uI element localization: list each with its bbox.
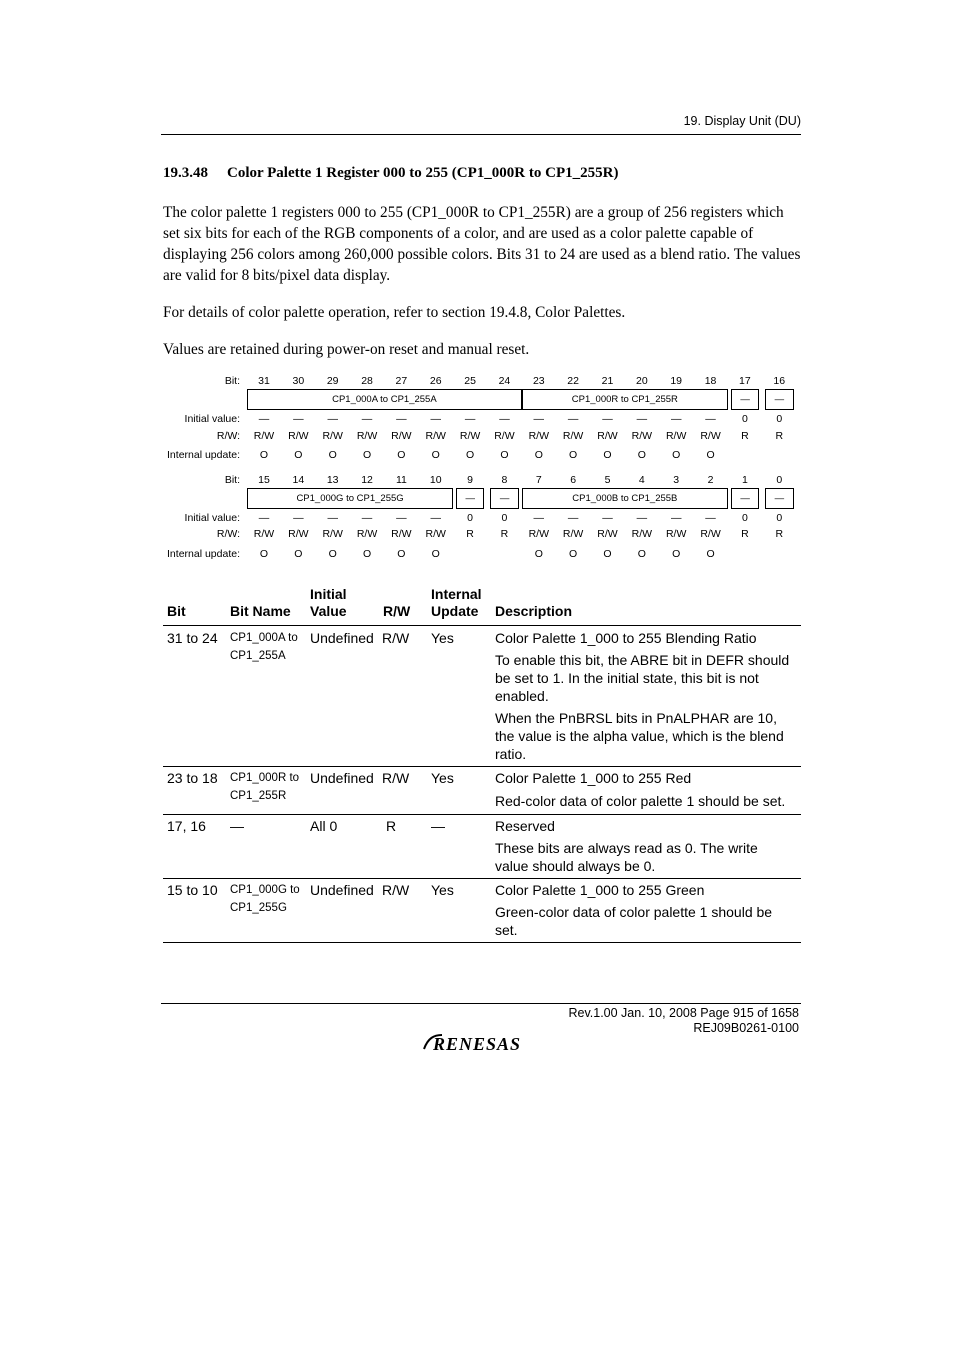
initial-value: — [361, 512, 373, 524]
col-header-rw: R/W [383, 603, 411, 619]
bit-number: 26 [429, 375, 442, 387]
bit-number: 18 [704, 375, 717, 387]
row-desc-title: Color Palette 1_000 to 255 Green [495, 882, 705, 898]
rw-value: R [466, 528, 474, 540]
bit-number: 29 [326, 375, 339, 387]
row-bit-name-1: CP1_000G to [230, 884, 300, 896]
initial-value: — [361, 413, 373, 425]
bit-number: 10 [429, 474, 442, 486]
row-desc-text: Red-color data of color palette 1 should be set. [495, 793, 786, 809]
bit-number: 31 [258, 375, 270, 387]
bit-number: 3 [673, 474, 680, 486]
row-desc-title: Reserved [495, 818, 555, 834]
row-desc-text: To enable this bit, the ABRE bit in DEFR should be set to 1. In the initial state, this bit is not enabled. [495, 652, 790, 704]
initial-value: 0 [776, 413, 783, 425]
initial-value: 0 [467, 512, 474, 524]
bit-number: 12 [361, 474, 373, 486]
bit-number: 20 [636, 375, 648, 387]
row-update: Yes [431, 770, 454, 786]
rw-value: R/W [665, 528, 687, 540]
rw-value: R/W [562, 430, 584, 442]
rw-label: R/W: [216, 528, 240, 540]
register-field-name: CP1_000A to CP1_255A [332, 394, 437, 405]
bit-number: 22 [567, 375, 579, 387]
initial-value: — [327, 413, 338, 425]
bit-number: 21 [601, 375, 614, 387]
rw-value: R/W [425, 528, 446, 540]
rw-value: R/W [356, 528, 378, 540]
initial-value: — [396, 413, 407, 425]
row-initial: Undefined [310, 770, 374, 786]
bit-number: 2 [707, 474, 714, 486]
update-value: O [603, 548, 612, 560]
row-bit-name-1: — [230, 818, 244, 834]
row-bit-name-1: CP1_000A to [230, 632, 298, 644]
update-value: O [431, 548, 440, 560]
update-value: O [294, 548, 303, 560]
update-value: O [534, 548, 543, 560]
bit-number: 16 [773, 375, 786, 387]
initial-value: — [670, 413, 682, 425]
rw-value: R/W [597, 430, 618, 442]
row-desc-text: When the PnBRSL bits in PnALPHAR are 10, the value is the alpha value, which is the blend ratio. [495, 710, 784, 762]
row-rw: R [386, 818, 397, 834]
update-value: O [294, 449, 303, 461]
paragraph-details: For details of color palette operation, refer to section 19.4.8, Color Palettes. [163, 304, 626, 321]
initial-value: 0 [776, 512, 783, 524]
footer-rule [161, 1003, 801, 1004]
logo-text: RENESAS [433, 1034, 522, 1054]
bit-number: 6 [570, 474, 577, 486]
col-header-initial-2: Value [310, 603, 347, 619]
row-bit-name-2: CP1_255R [230, 790, 287, 802]
update-value: O [637, 449, 646, 461]
initial-value-label: Initial value: [184, 512, 240, 524]
col-header-internal-1: Internal [431, 586, 482, 602]
initial-value: — [705, 512, 716, 524]
bit-label: Bit: [224, 375, 240, 387]
register-field-name: — [499, 493, 510, 504]
rw-value: R [741, 430, 749, 442]
initial-value: — [636, 413, 648, 425]
register-field-name: — [740, 394, 750, 405]
row-update: Yes [431, 882, 454, 898]
section-title [163, 165, 618, 182]
initial-value: — [670, 512, 682, 524]
bit-number: 9 [467, 474, 474, 486]
section-number: 19.3.48 [163, 165, 208, 181]
update-value: O [328, 548, 337, 560]
row-update: — [431, 818, 445, 834]
register-field-name: CP1_000G to CP1_255G [296, 493, 404, 504]
bit-number: 23 [532, 375, 545, 387]
renesas-logo [420, 1032, 542, 1059]
update-value: O [534, 449, 543, 461]
paragraph-reset: Values are retained during power-on reset and manual reset. [163, 341, 530, 358]
rw-value: R/W [253, 528, 275, 540]
section-title-text: Color Palette 1 Register 000 to 255 (CP1_000R to CP1_255R) [227, 165, 619, 181]
update-value: O [259, 548, 269, 560]
rw-value: R/W [700, 430, 721, 442]
update-value: O [569, 548, 578, 560]
row-rw: R/W [382, 770, 410, 786]
rw-value: R/W [322, 430, 343, 442]
rw-label: R/W: [216, 430, 240, 442]
row-divider [163, 766, 801, 767]
row-desc-text: Green-color data of color palette 1 should be set. [495, 904, 773, 938]
internal-update-label: Internal update: [167, 449, 240, 461]
bit-number: 25 [464, 375, 476, 387]
rw-value: R/W [597, 528, 618, 540]
bit-number: 4 [638, 474, 645, 486]
bit-number: 30 [292, 375, 305, 387]
col-header-description: Description [495, 603, 573, 619]
row-initial: Undefined [310, 630, 374, 646]
table-header-rule [163, 625, 801, 626]
bit-number: 0 [776, 474, 783, 486]
row-bit-name-2: CP1_255G [230, 902, 287, 914]
update-value: O [431, 449, 440, 461]
col-header-initial-1: Initial [310, 586, 347, 602]
rw-value: R/W [494, 430, 515, 442]
rw-value: R/W [356, 430, 378, 442]
row-desc-title: Color Palette 1_000 to 255 Blending Ratio [495, 630, 757, 646]
bit-number: 8 [501, 474, 508, 486]
update-value: O [397, 548, 406, 560]
internal-update-label: Internal update: [167, 548, 240, 560]
initial-value: — [430, 512, 441, 524]
initial-value: — [705, 413, 716, 425]
update-value: O [706, 449, 715, 461]
initial-value: — [602, 413, 613, 425]
initial-value: — [396, 512, 407, 524]
update-value: O [672, 449, 681, 461]
update-value: O [362, 548, 372, 560]
initial-value: — [430, 413, 441, 425]
register-field-name: — [774, 394, 785, 405]
row-divider [163, 814, 801, 815]
footer-revision: Rev.1.00 Jan. 10, 2008 Page 915 of 1658 [568, 1006, 799, 1020]
rw-value: R/W [528, 528, 549, 540]
rw-value: R/W [528, 430, 549, 442]
update-value: O [603, 449, 612, 461]
rw-value: R/W [562, 528, 584, 540]
bit-number: 1 [741, 474, 748, 486]
row-bit: 17, 16 [167, 818, 206, 834]
footer-doc-number: REJ09B0261-0100 [693, 1021, 799, 1035]
register-field-name: CP1_000B to CP1_255B [572, 493, 678, 504]
initial-value: — [499, 413, 510, 425]
rw-value: R/W [322, 528, 343, 540]
rw-value: R [741, 528, 749, 540]
initial-value: — [464, 413, 476, 425]
row-bit: 15 to 10 [167, 882, 218, 898]
bit-number: 27 [395, 375, 408, 387]
bit-number: 28 [361, 375, 373, 387]
row-bit-name-1: CP1_000R to [230, 772, 300, 784]
rw-value: R/W [700, 528, 721, 540]
register-field-name: — [465, 493, 476, 504]
initial-value: — [293, 512, 304, 524]
bit-number: 15 [258, 474, 270, 486]
update-value: O [362, 449, 372, 461]
row-divider [163, 878, 801, 879]
rw-value: R/W [391, 528, 412, 540]
initial-value-label: Initial value: [184, 413, 240, 425]
rw-value: R/W [253, 430, 275, 442]
update-value: O [672, 548, 681, 560]
paragraph-intro: The color palette 1 registers 000 to 255 (CP1_000R to CP1_255R) are a group of 256 registers which set six bits for each of the RGB components of a color, and are used as a color palette capable of displaying 256 colors among 260,000 possible colors. Bits 31 to 24 are used as a blend ratio. The values are valid for 8 bits/pixel data display. [163, 204, 801, 284]
register-field-name: CP1_000R to CP1_255R [571, 394, 678, 405]
initial-value: — [327, 512, 338, 524]
rw-value: R/W [288, 430, 309, 442]
initial-value: — [636, 512, 648, 524]
rw-value: R/W [631, 430, 653, 442]
rw-value: R [500, 528, 509, 540]
row-bit-name-2: CP1_255A [230, 650, 286, 662]
rw-value: R/W [391, 430, 412, 442]
rw-value: R/W [425, 430, 446, 442]
bit-number: 19 [670, 375, 683, 387]
initial-value: 0 [741, 413, 748, 425]
row-bit: 23 to 18 [167, 770, 218, 786]
bit-number: 24 [498, 375, 511, 387]
initial-value: — [293, 413, 304, 425]
initial-value: 0 [741, 512, 748, 524]
update-value: O [397, 449, 406, 461]
initial-value: — [567, 512, 579, 524]
bit-label: Bit: [224, 474, 240, 486]
bit-number: 14 [292, 474, 305, 486]
row-rw: R/W [382, 630, 410, 646]
header-rule [161, 134, 801, 135]
col-header-internal-2: Update [431, 603, 479, 619]
row-rw: R/W [382, 882, 410, 898]
register-field-name: — [774, 493, 785, 504]
bit-number: 5 [604, 474, 611, 486]
bit-number: 7 [535, 474, 542, 486]
update-value: O [500, 449, 509, 461]
row-initial: Undefined [310, 882, 374, 898]
update-value: O [569, 449, 578, 461]
rw-value: R/W [459, 430, 481, 442]
row-bit: 31 to 24 [167, 630, 218, 646]
bit-number: 11 [395, 474, 407, 486]
rw-value: R/W [288, 528, 309, 540]
rw-value: R/W [631, 528, 653, 540]
row-desc-title: Color Palette 1_000 to 255 Red [495, 770, 692, 786]
bit-number: 17 [739, 375, 751, 387]
initial-value: — [567, 413, 579, 425]
initial-value: — [533, 512, 545, 524]
update-value: O [328, 449, 337, 461]
col-header-bit-name: Bit Name [230, 603, 291, 619]
update-value: O [637, 548, 646, 560]
rw-value: R [775, 528, 784, 540]
rw-value: R/W [665, 430, 687, 442]
row-initial: All 0 [310, 818, 338, 834]
row-desc-text: These bits are always read as 0. The write value should always be 0. [495, 840, 758, 874]
table-bottom-rule [163, 942, 801, 943]
register-field-name: — [740, 493, 750, 504]
row-update: Yes [431, 630, 454, 646]
update-value: O [259, 449, 269, 461]
bit-number: 13 [326, 474, 339, 486]
update-value: O [706, 548, 715, 560]
update-value: O [466, 449, 475, 461]
initial-value: 0 [501, 512, 508, 524]
initial-value: — [602, 512, 613, 524]
initial-value: — [533, 413, 545, 425]
initial-value: — [258, 413, 270, 425]
running-header: 19. Display Unit (DU) [683, 114, 801, 128]
col-header-bit: Bit [167, 603, 186, 619]
initial-value: — [258, 512, 270, 524]
rw-value: R [775, 430, 784, 442]
